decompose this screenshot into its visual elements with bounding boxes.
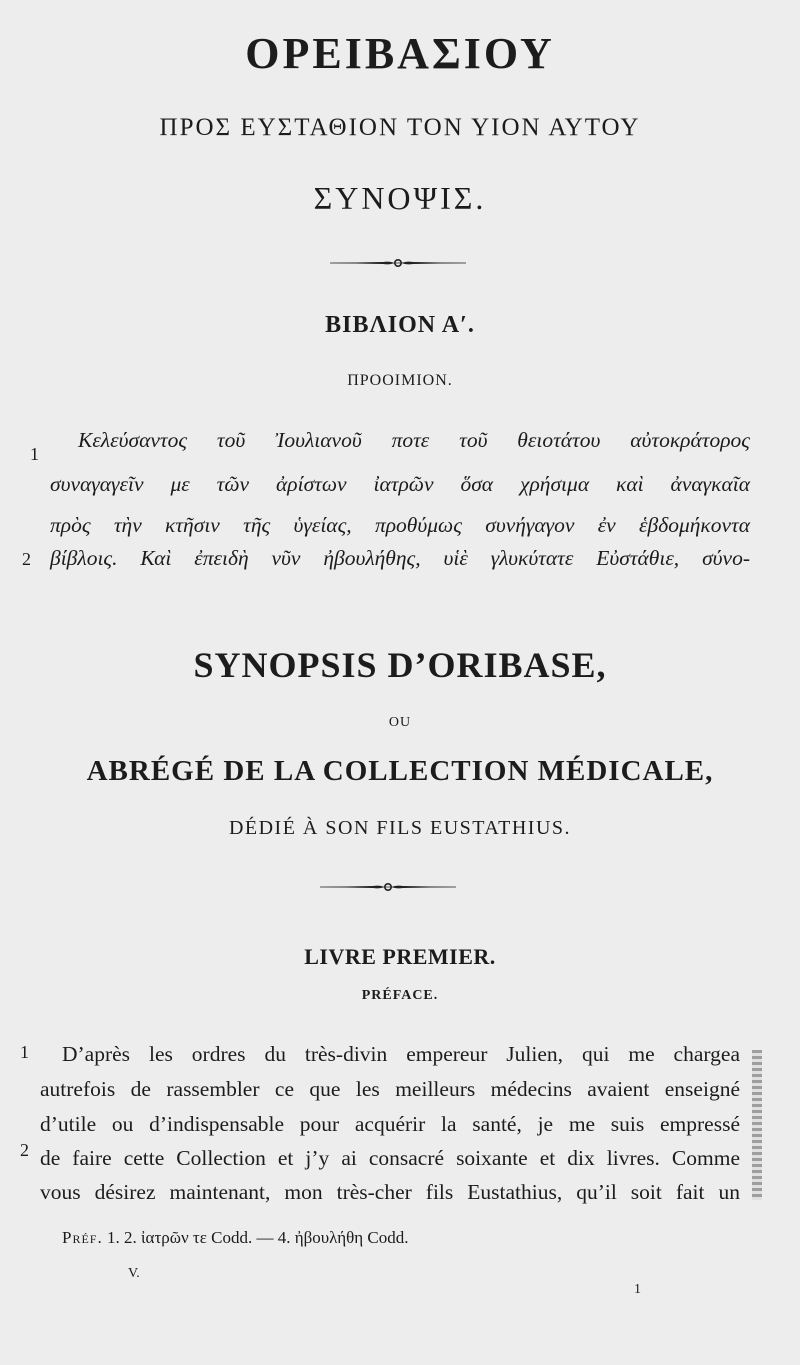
greek-title: ΟΡΕΙΒΑΣΙΟΥ: [245, 29, 555, 78]
page-number: 1: [634, 1282, 641, 1297]
greek-text-line-1: Κελεύσαντος τοῦ Ἰουλιανοῦ ποτε τοῦ θειοτάτου αὐτοκράτορος: [78, 428, 750, 452]
french-preface-heading: PRÉFACE.: [361, 988, 439, 1003]
greek-text-line-2: συναγαγεῖν με τῶν ἀρίστων ἰατρῶν ὅσα χρήσιμα καὶ ἀναγκαῖα: [50, 472, 750, 496]
signature-mark: V.: [128, 1266, 140, 1281]
french-text-line-4: de faire cette Collection et j’y ai consacré soixante et dix livres. Comme: [40, 1146, 740, 1170]
french-paragraph-number-1: 1: [20, 1042, 29, 1062]
footnote-label: Préf.: [62, 1228, 103, 1247]
page-edge-marks: [752, 1050, 762, 1200]
greek-synopsis-heading: ΣΥΝΟΨΙΣ.: [313, 180, 487, 216]
greek-book-heading: ΒΙΒΛΙΟΝ Α′.: [325, 312, 475, 338]
greek-text-line-4: βίβλοις. Καὶ ἐπειδὴ νῦν ἠβουλήθης, υἱὲ γλυκύτατε Εὐστάθιε, σύνο-: [50, 546, 750, 570]
greek-paragraph-number-2: 2: [22, 549, 31, 569]
french-text-line-2: autrefois de rassembler ce que les meilleurs médecins avaient enseigné: [40, 1077, 740, 1101]
french-title: SYNOPSIS D’ORIBASE,: [193, 645, 607, 685]
footnote-text: 1. 2. ἰατρῶν τε Codd. — 4. ἠβουλήθη Codd.: [102, 1228, 409, 1247]
french-book-heading: LIVRE PREMIER.: [304, 944, 496, 969]
french-dedication: DÉDIÉ À SON FILS EUSTATHIUS.: [228, 817, 572, 839]
french-ou: OU: [388, 715, 412, 730]
ornamental-rule-french: [318, 880, 458, 894]
ornamental-rule-greek: [328, 256, 468, 270]
french-subtitle: ABRÉGÉ DE LA COLLECTION MÉDICALE,: [86, 755, 714, 787]
greek-paragraph-number-1: 1: [30, 444, 39, 464]
greek-subtitle: ΠΡΟΣ ΕΥΣΤΑΘΙΟΝ ΤΟΝ ΥΙΟΝ ΑΥΤΟΥ: [159, 114, 641, 141]
french-text-line-5: vous désirez maintenant, mon très-cher fils Eustathius, qu’il soit fait un: [40, 1180, 740, 1204]
greek-preface-heading: ΠΡΟΟΙΜΙΟΝ.: [347, 372, 453, 389]
french-text-line-3: d’utile ou d’indispensable pour acquérir la santé, je me suis empressé: [40, 1112, 740, 1136]
french-paragraph-number-2: 2: [20, 1140, 29, 1160]
greek-text-line-3: πρὸς τὴν κτῆσιν τῆς ὑγείας, προθύμως συνήγαγον ἐν ἑβδομήκοντα: [50, 513, 750, 537]
footnote: [62, 1228, 409, 1248]
french-text-line-1: D’après les ordres du très-divin empereur Julien, qui me chargea: [62, 1042, 740, 1066]
